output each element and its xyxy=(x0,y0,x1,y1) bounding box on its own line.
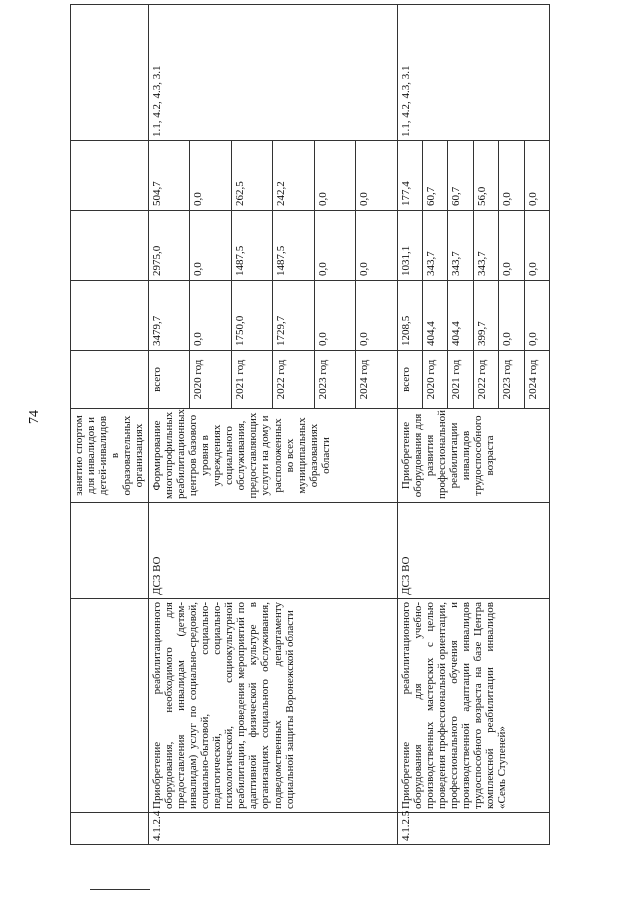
amount-total: 0,0 xyxy=(190,281,232,351)
year-label: 2020 год xyxy=(190,351,232,409)
cont-c2-cell xyxy=(71,211,149,281)
cont-c3-cell xyxy=(71,141,149,211)
amount-col3: 56,0 xyxy=(473,141,498,211)
amount-total: 404,4 xyxy=(423,281,448,351)
cont-executor-cell xyxy=(71,503,149,599)
amount-total: 404,4 xyxy=(448,281,473,351)
amount-col2: 1031,1 xyxy=(397,211,422,281)
amount-col2: 1487,5 xyxy=(231,211,273,281)
amount-col2: 1487,5 xyxy=(273,211,315,281)
amount-col3: 0,0 xyxy=(524,141,550,211)
amount-col2: 343,7 xyxy=(423,211,448,281)
page-number: 74 xyxy=(27,410,42,424)
amount-col3: 262,5 xyxy=(231,141,273,211)
measure-indicators: 1.1, 4.2, 4.3, 3.1 xyxy=(397,5,549,141)
cont-year-cell xyxy=(71,351,149,409)
year-label: 2021 год xyxy=(448,351,473,409)
year-label: 2020 год xyxy=(423,351,448,409)
rotated-table-frame xyxy=(70,5,550,845)
measure-number: 4.1.2.4 xyxy=(148,813,397,845)
amount-col3: 0,0 xyxy=(499,141,524,211)
year-label: 2022 год xyxy=(473,351,498,409)
cont-indicators-cell xyxy=(71,5,149,141)
year-label: 2023 год xyxy=(499,351,524,409)
amount-col3: 60,7 xyxy=(423,141,448,211)
measure-result: Формирование многопрофильных реабилитационных центров базового уровня в учреждениях социального обслуживания, предоставляющих услуги на дому и расположенных во всех муниципальных образованиях области xyxy=(148,409,397,503)
measure-name: Приобретение реабилитационного оборудования, необходимого для предоставления инвалидам (детям-инвалидам) услуг по социально-средовой, социально-бытовой, социально-педагогической, социально-психологической, социокультурной реабилитации, проведения мероприятий по адаптивной физической культуре в организациях социального обслуживания, подведомственных департаменту социальной защиты Воронежской области xyxy=(148,599,397,813)
year-label: 2021 год xyxy=(231,351,273,409)
year-label: 2024 год xyxy=(524,351,550,409)
amount-total: 0,0 xyxy=(524,281,550,351)
table-row xyxy=(148,5,190,845)
measure-name: Приобретение реабилитационного оборудования для учебно-производственных мастерских с целью проведения профессиональной ориентации, профессионального обучения и производственной адаптации инвалидов трудоспособного возраста на базе Центра комплексной реабилитации инвалидов «Семь Ступеней» xyxy=(397,599,549,813)
year-label: всего xyxy=(148,351,190,409)
amount-col3: 504,7 xyxy=(148,141,190,211)
program-measures-table xyxy=(70,4,550,845)
amount-total: 399,7 xyxy=(473,281,498,351)
amount-col2: 2975,0 xyxy=(148,211,190,281)
amount-col2: 0,0 xyxy=(190,211,232,281)
amount-col2: 343,7 xyxy=(473,211,498,281)
cont-name-cell xyxy=(71,599,149,813)
amount-total: 1208,5 xyxy=(397,281,422,351)
amount-col3: 0,0 xyxy=(314,141,356,211)
year-label: 2023 год xyxy=(314,351,356,409)
measure-result: Приобретение оборудования для развития профессиональной реабилитации инвалидов трудоспособного возраста xyxy=(397,409,549,503)
amount-total: 1729,7 xyxy=(273,281,315,351)
footnote-rule xyxy=(90,889,150,890)
amount-col3: 0,0 xyxy=(356,141,398,211)
amount-col2: 0,0 xyxy=(356,211,398,281)
amount-total: 0,0 xyxy=(499,281,524,351)
amount-col3: 242,2 xyxy=(273,141,315,211)
measure-executor: ДСЗ ВО xyxy=(397,503,549,599)
measure-indicators: 1.1, 4.2, 4.3, 3.1 xyxy=(148,5,397,141)
amount-col2: 0,0 xyxy=(314,211,356,281)
amount-col2: 343,7 xyxy=(448,211,473,281)
amount-total: 1750,0 xyxy=(231,281,273,351)
amount-col3: 0,0 xyxy=(190,141,232,211)
amount-col2: 0,0 xyxy=(499,211,524,281)
year-label: 2024 год xyxy=(356,351,398,409)
amount-col3: 177,4 xyxy=(397,141,422,211)
amount-col2: 0,0 xyxy=(524,211,550,281)
cont-result-cell: занятию спортом для инвалидов и детей-инвалидов в образовательных организациях xyxy=(71,409,149,503)
measure-executor: ДСЗ ВО xyxy=(148,503,397,599)
year-label: всего xyxy=(397,351,422,409)
measure-number: 4.1.2.5 xyxy=(397,813,549,845)
continuation-row xyxy=(71,5,149,845)
amount-total: 0,0 xyxy=(356,281,398,351)
amount-col3: 60,7 xyxy=(448,141,473,211)
year-label: 2022 год xyxy=(273,351,315,409)
table-container xyxy=(70,5,550,845)
cont-total-cell xyxy=(71,281,149,351)
cont-num-cell xyxy=(71,813,149,845)
amount-total: 3479,7 xyxy=(148,281,190,351)
amount-total: 0,0 xyxy=(314,281,356,351)
table-row xyxy=(397,5,422,845)
